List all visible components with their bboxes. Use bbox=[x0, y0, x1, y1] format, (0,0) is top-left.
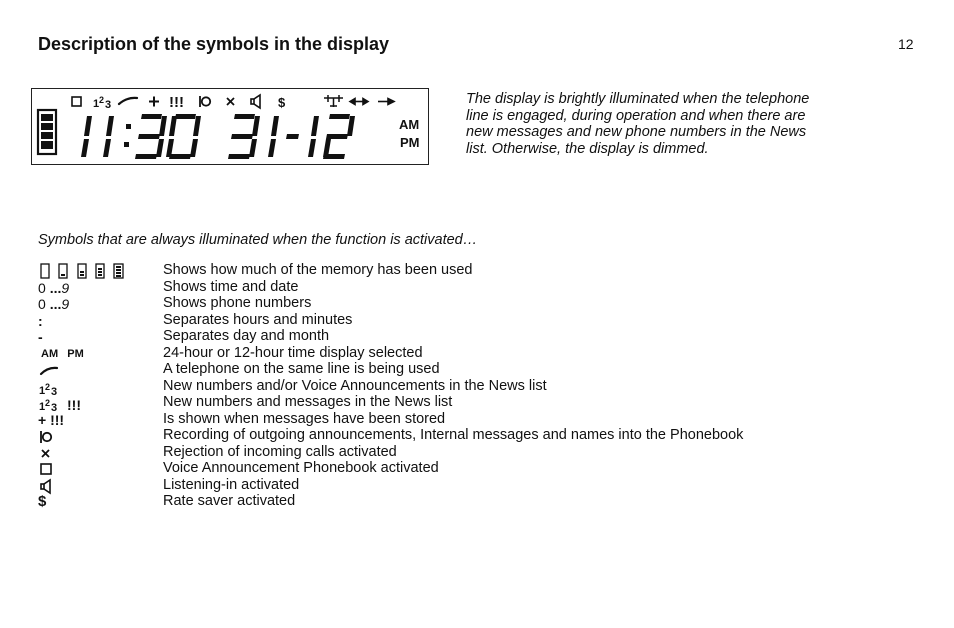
legend-row bbox=[38, 313, 838, 330]
svg-text:$: $ bbox=[278, 95, 286, 110]
legend-description: New numbers and/or Voice Announcements in the News list bbox=[163, 377, 547, 394]
svg-text:2: 2 bbox=[45, 381, 51, 392]
legend-row bbox=[38, 478, 838, 495]
news-123-icon bbox=[38, 379, 158, 396]
handset-icon bbox=[119, 98, 137, 104]
cross-icon bbox=[227, 98, 234, 105]
box-icon bbox=[38, 461, 158, 478]
svg-text:3: 3 bbox=[105, 99, 112, 111]
legend-row bbox=[38, 329, 838, 346]
svg-text:!!!: !!! bbox=[67, 397, 81, 412]
legend-row bbox=[38, 379, 838, 396]
svg-text:2: 2 bbox=[99, 95, 105, 105]
memory-bars-icon bbox=[38, 263, 158, 280]
legend-description: 24-hour or 12-hour time display selected bbox=[163, 344, 423, 361]
legend-description: Voice Announcement Phonebook activated bbox=[163, 460, 439, 476]
svg-text:2: 2 bbox=[45, 398, 51, 408]
legend-row bbox=[38, 296, 838, 313]
legend-description: Separates hours and minutes bbox=[163, 311, 353, 328]
page-number: 12 bbox=[898, 36, 914, 52]
legend-description: New numbers and messages in the News list bbox=[163, 394, 453, 410]
legend-description: Shows how much of the memory has been used bbox=[163, 262, 473, 278]
legend-description: A telephone on the same line is being used bbox=[163, 361, 440, 377]
legend-description: Shows time and date bbox=[163, 278, 299, 295]
double-arrow-icon bbox=[350, 99, 368, 105]
legend-description: Rejection of incoming calls activated bbox=[163, 443, 397, 460]
legend-row bbox=[38, 428, 838, 445]
record-icon bbox=[38, 428, 158, 445]
svg-text:1: 1 bbox=[93, 98, 100, 110]
plus-exclamation-symbol: + !!! bbox=[38, 411, 65, 428]
colon-symbol: : bbox=[38, 312, 43, 329]
legend-intro: Symbols that are always illuminated when the function is activated… bbox=[38, 232, 478, 248]
svg-text:1: 1 bbox=[39, 401, 46, 412]
lcd-digits bbox=[81, 114, 355, 159]
page-title: Description of the symbols in the display bbox=[38, 34, 390, 54]
am-indicator: AM bbox=[399, 117, 420, 132]
legend-description: Separates day and month bbox=[163, 328, 330, 344]
speaker-icon bbox=[251, 95, 260, 108]
speaker-icon bbox=[38, 478, 158, 495]
right-arrow-icon bbox=[378, 99, 394, 105]
svg-text:3: 3 bbox=[51, 402, 58, 412]
dollar-icon: $ bbox=[38, 493, 47, 510]
triple-exclamation-icon bbox=[169, 94, 184, 111]
symbol-legend bbox=[38, 263, 838, 511]
cross-icon bbox=[38, 445, 158, 462]
legend-row bbox=[38, 445, 838, 462]
record-icon bbox=[200, 96, 210, 107]
am-pm-symbol: AM PM bbox=[41, 347, 84, 360]
svg-text:3: 3 bbox=[51, 385, 58, 396]
legend-row bbox=[38, 346, 838, 363]
legend-description: Listening-in activated bbox=[163, 476, 300, 493]
legend-row bbox=[38, 280, 838, 297]
plus-icon bbox=[149, 97, 159, 107]
legend-description: Is shown when messages have been stored bbox=[163, 410, 446, 427]
pm-indicator: PM bbox=[400, 135, 420, 150]
lcd-display-illustration bbox=[31, 88, 429, 165]
svg-text:1: 1 bbox=[39, 384, 46, 396]
display-note: The display is brightly illuminated when the telephone line is engaged, during operation and when there are new messages and new phone numbers in the News list. Otherwise, the display is dimmed. bbox=[466, 91, 810, 157]
digits-symbol: 0 ...9 bbox=[38, 296, 70, 312]
legend-description: Rate saver activated bbox=[163, 493, 296, 509]
memory-bar-icon bbox=[38, 110, 56, 154]
antenna-icon bbox=[324, 95, 343, 107]
legend-row bbox=[38, 461, 838, 478]
legend-row bbox=[38, 263, 838, 280]
legend-row bbox=[38, 395, 838, 412]
dash-symbol: - bbox=[38, 329, 43, 345]
legend-row bbox=[38, 412, 838, 429]
handset-icon bbox=[38, 362, 158, 379]
legend-row bbox=[38, 494, 838, 511]
dollar-icon bbox=[278, 95, 286, 110]
legend-description: Shows phone numbers bbox=[163, 295, 312, 311]
news-123-exclamation-icon bbox=[38, 395, 158, 412]
digits-symbol: 0 ...9 bbox=[38, 279, 70, 296]
legend-row bbox=[38, 362, 838, 379]
box-icon bbox=[72, 97, 81, 106]
legend-description: Recording of outgoing announcements, Internal messages and names into the Phonebook bbox=[163, 427, 744, 443]
news-123-icon bbox=[93, 95, 111, 111]
svg-text:!!!: !!! bbox=[169, 94, 184, 111]
